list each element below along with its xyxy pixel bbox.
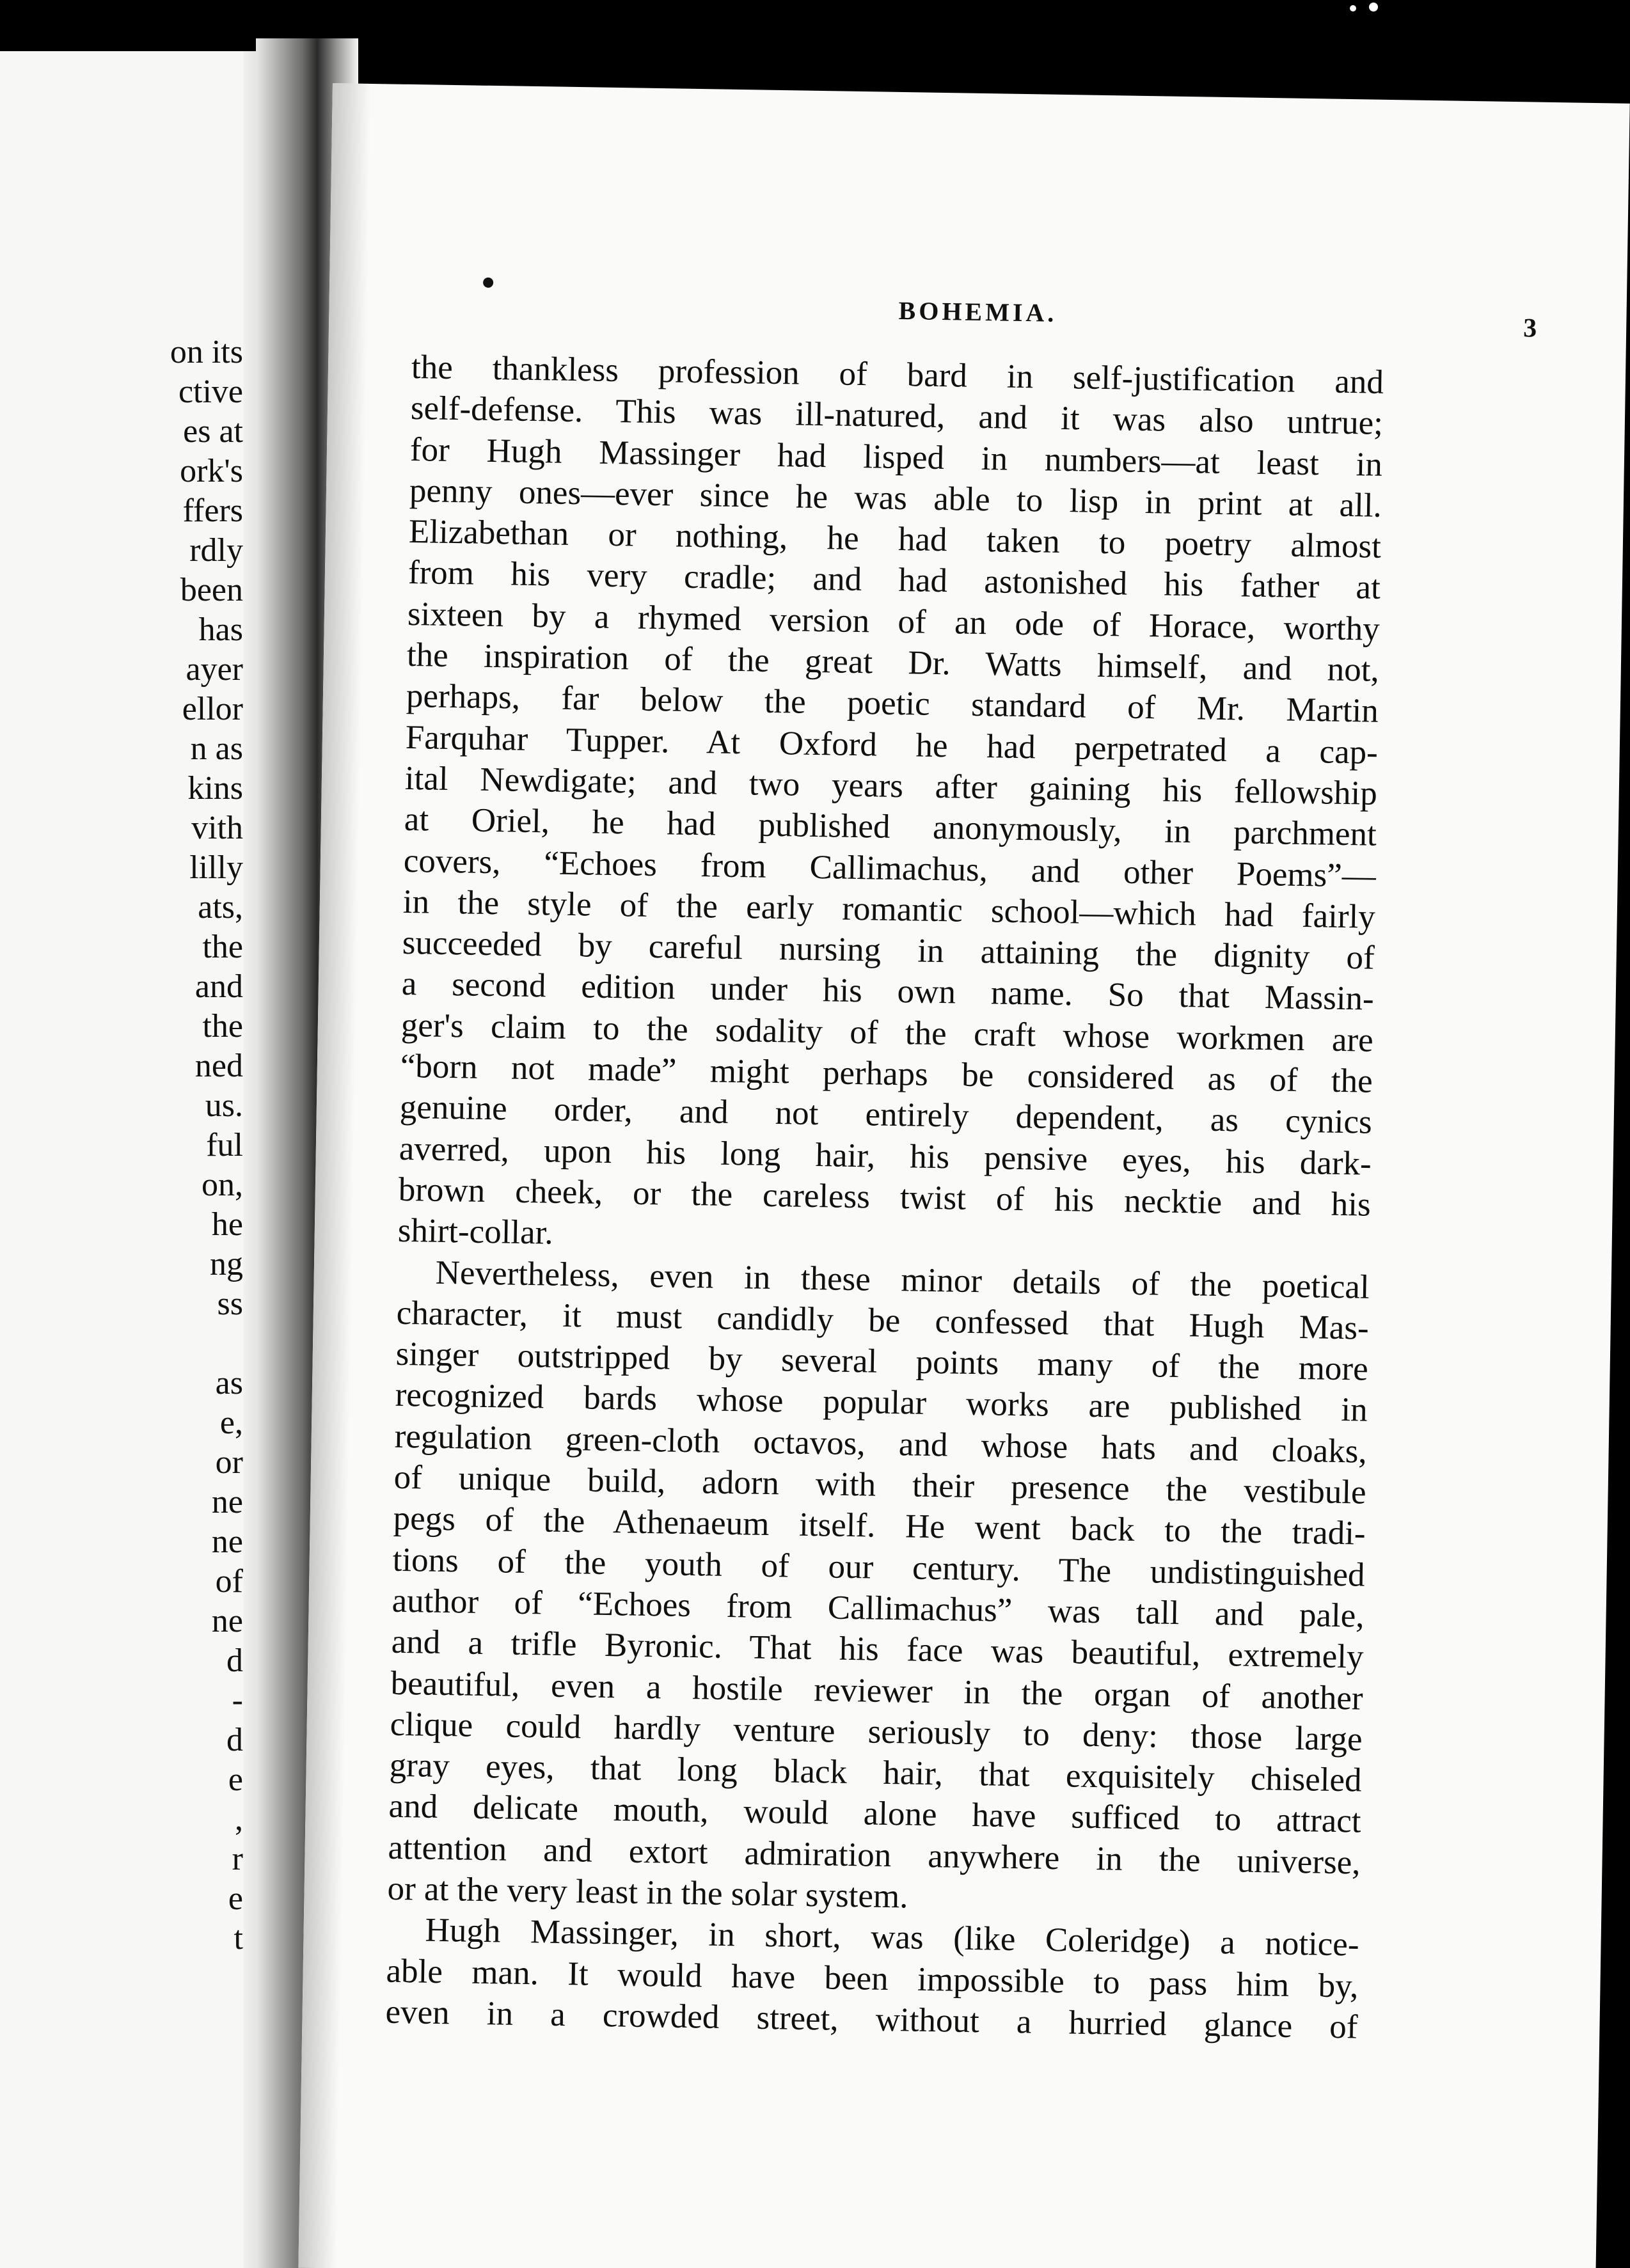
text-line: recognized bards whose popular works are published in (395, 1376, 1368, 1429)
previous-page-line-fragment: ats, (198, 889, 243, 925)
text-line: able man. It would have been impossible to pass him by, (386, 1952, 1359, 2005)
previous-page-line-fragment: n as (190, 730, 243, 767)
text-line: attention and extort admiration anywhere in the universe, (388, 1829, 1361, 1882)
book-page (298, 83, 1629, 2268)
text-line: brown cheek, or the careless twist of his necktie and his (398, 1170, 1372, 1224)
text-line: Hugh Massinger, in short, was (like Coleridge) a notice- (425, 1911, 1359, 1964)
previous-page-line-fragment: - (232, 1682, 243, 1719)
previous-page-line-fragment: or (215, 1444, 243, 1481)
text-line: covers, “Echoes from Callimachus, and other Poems”— (403, 842, 1377, 895)
text-line: ger's claim to the sodality of the craft whose workmen are (400, 1006, 1374, 1059)
text-line: Nevertheless, even in these minor details of the poetical (435, 1254, 1370, 1306)
text-line: gray eyes, that long black hair, that exquisitely chiseled (389, 1746, 1362, 1799)
previous-page-line-fragment: us. (205, 1087, 243, 1124)
text-line: self-defense. This was ill-natured, and it was also untrue; (410, 390, 1384, 443)
running-head: BOHEMIA. (898, 295, 1057, 327)
previous-page-text (0, 333, 243, 1958)
previous-page-line-fragment: e (228, 1880, 243, 1917)
previous-page-line-fragment: the (202, 929, 243, 965)
text-line: in the style of the early romantic school—which had fairly (402, 883, 1376, 936)
text-line: beautiful, even a hostile reviewer in the organ of another (390, 1664, 1363, 1717)
previous-page-line-fragment: ffers (182, 492, 243, 529)
text-line: and delicate mouth, would alone have sufficed to attract (388, 1788, 1361, 1840)
previous-page-line-fragment: e, (219, 1405, 243, 1441)
page-number: 3 (1523, 313, 1537, 343)
text-line: Farquhar Tupper. At Oxford he had perpetrated a cap- (405, 718, 1379, 771)
text-line: and a trifle Byronic. That his face was beautiful, extremely (391, 1623, 1365, 1676)
text-line: genuine order, and not entirely dependent, as cynics (399, 1089, 1373, 1142)
previous-page-line-fragment: es at (183, 413, 243, 450)
text-line: shirt-collar. (397, 1212, 554, 1252)
text-line: for Hugh Massinger had lisped in numbers—at least in (409, 430, 1383, 484)
text-line: at Oriel, he had published anonymously, in parchment (404, 801, 1377, 854)
previous-page-line-fragment: ork's (180, 453, 243, 489)
previous-page-line-fragment: ned (194, 1048, 243, 1084)
text-line: or at the very least in the solar system. (387, 1870, 908, 1916)
text-line: “born not made” might perhaps be considered as of the (400, 1047, 1373, 1100)
scan-speck (1369, 3, 1378, 12)
page-body-text (385, 347, 1384, 2048)
previous-page-line-fragment: ne (211, 1524, 243, 1560)
ink-dot (483, 278, 493, 288)
previous-page-line-fragment: of (215, 1563, 243, 1600)
previous-page-line-fragment: , (235, 1801, 243, 1838)
previous-page-line-fragment: vith (191, 810, 243, 846)
previous-page-line-fragment: ellor (182, 691, 243, 727)
previous-page-line-fragment (0, 1324, 243, 1364)
scan-speck (1350, 5, 1356, 12)
text-line: penny ones—ever since he was able to lisp in print at all. (409, 471, 1382, 524)
previous-page-line-fragment: ss (217, 1286, 243, 1322)
text-line: even in a crowded street, without a hurried glance of (385, 1993, 1358, 2046)
previous-page-line-fragment: rdly (189, 532, 243, 569)
text-line: singer outstripped by several points many of the more (395, 1335, 1369, 1388)
text-line: author of “Echoes from Callimachus” was tall and pale, (392, 1582, 1365, 1635)
previous-page-line-fragment: as (215, 1365, 243, 1401)
previous-page-line-fragment: lilly (189, 849, 243, 886)
text-line: averred, upon his long hair, his pensive eyes, his dark- (399, 1130, 1372, 1183)
previous-page-line-fragment: e (228, 1761, 243, 1798)
text-line: the inspiration of the great Dr. Watts himself, and not, (406, 636, 1380, 689)
previous-page-line-fragment: on its (170, 334, 243, 370)
text-line: pegs of the Athenaeum itself. He went back to the tradi- (393, 1500, 1366, 1552)
previous-page-line-fragment: on, (202, 1167, 243, 1203)
previous-page-line-fragment: r (232, 1841, 243, 1877)
previous-page-line-fragment: has (198, 611, 243, 648)
text-line: Elizabethan or nothing, he had taken to poetry almost (408, 513, 1382, 566)
previous-page-line-fragment: ne (211, 1484, 243, 1520)
previous-page-line-fragment: ayer (186, 651, 243, 688)
text-line: the thankless profession of bard in self-justification and (411, 348, 1384, 401)
previous-page-line-fragment: kins (187, 770, 243, 807)
previous-page-line-fragment: d (226, 1722, 243, 1758)
previous-page-line-fragment: been (180, 572, 243, 608)
text-line: ital Newdigate; and two years after gaining his fellowship (404, 759, 1378, 812)
previous-page-line-fragment: ful (206, 1127, 243, 1163)
text-line: tions of the youth of our century. The undistinguished (392, 1541, 1366, 1594)
previous-page-line-fragment: ne (211, 1603, 243, 1639)
previous-page-line-fragment: the (202, 1008, 243, 1044)
previous-page-line-fragment: he (211, 1206, 243, 1243)
text-line: of unique build, adorn with their presence the vestibule (393, 1458, 1367, 1511)
text-line: clique could hardly venture seriously to deny: those large (390, 1705, 1363, 1758)
text-line: succeeded by careful nursing in attaining the dignity of (402, 924, 1375, 977)
text-line: sixteen by a rhymed version of an ode of Horace, worthy (407, 595, 1381, 648)
previous-page-line-fragment: d (226, 1642, 243, 1679)
previous-page-line-fragment: ng (210, 1246, 243, 1282)
text-line: perhaps, far below the poetic standard of Mr. Martin (406, 677, 1379, 730)
previous-page-line-fragment: t (233, 1920, 243, 1957)
text-line: from his very cradle; and had astonished his father at (408, 554, 1381, 607)
previous-page-line-fragment: and (194, 968, 243, 1005)
text-line: regulation green-cloth octavos, and whose hats and cloaks, (394, 1417, 1368, 1470)
text-line: a second edition under his own name. So that Massin- (401, 965, 1375, 1018)
previous-page-line-fragment: ctive (178, 374, 243, 410)
text-line: character, it must candidly be confessed that Hugh Mas- (396, 1294, 1370, 1347)
